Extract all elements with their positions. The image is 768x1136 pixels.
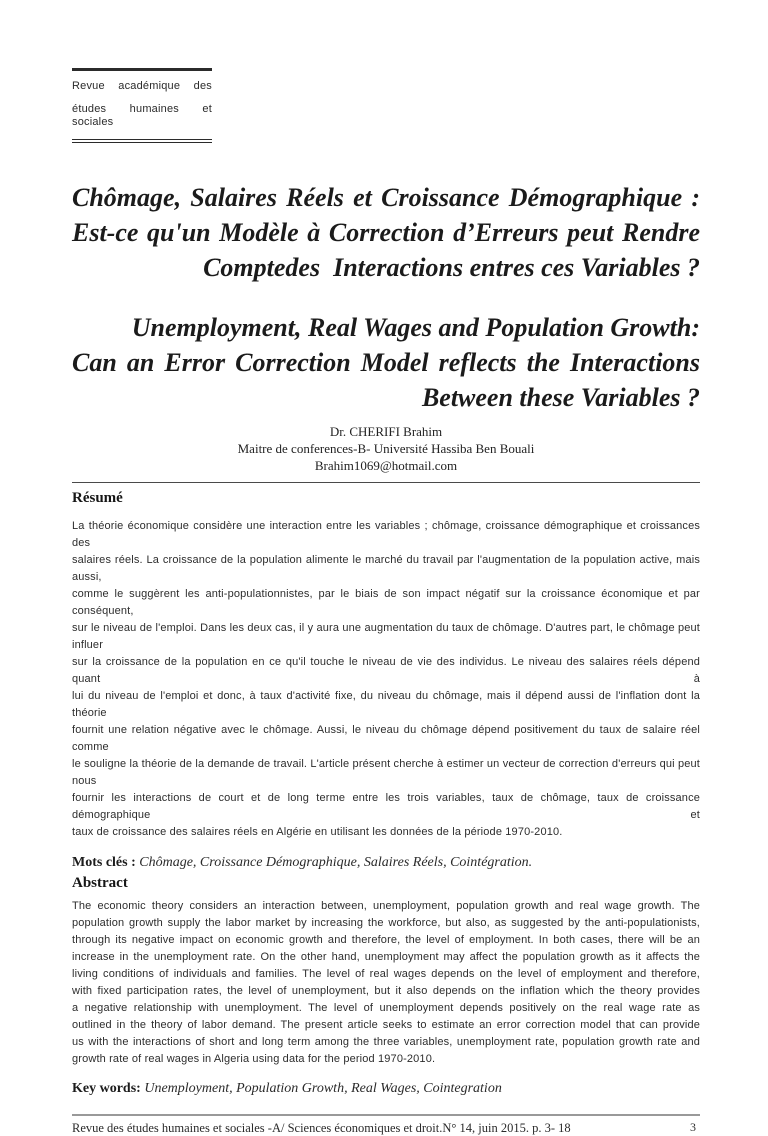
title-french-line-2: Est-ce qu'un Modèle à Correction d’Erreurs peut Rendre xyxy=(72,218,700,247)
paragraph-line: with fixed participation rates, the level of unemployment, but it also depends on the inflation which the theory provides xyxy=(72,985,700,997)
paragraph-line: population growth supply the labor market by increasing the workforce, but also, as suggested by the anti-populationists, xyxy=(72,917,700,929)
title-english xyxy=(72,310,700,415)
paragraph-line: living conditions of individuals and families. The level of real wages depends on the level of employment and therefore, xyxy=(72,968,700,980)
paragraph-line: growth rate of real wages in Algeria using data for the period 1970-2010. xyxy=(72,1053,436,1065)
key-words-label: Key words: xyxy=(72,1081,145,1096)
key-words-text: Unemployment, Population Growth, Real Wages, Cointegration xyxy=(144,1081,502,1096)
mots-cles-label: Mots clés : xyxy=(72,855,140,870)
key-words-line xyxy=(72,1080,700,1098)
page-number: 3 xyxy=(690,1120,696,1134)
journal-name-line-2: études humaines et sociales xyxy=(72,103,212,128)
paragraph-line: le souligne la théorie de la demande de travail. L'article présent cherche à estimer un vecteur de correction d'erreurs qui peut nous xyxy=(72,758,700,787)
paragraph-line: sur le niveau de l'emploi. Dans les deux cas, il y aura une augmentation du taux de chômage. D'autres part, le chômage peut influer xyxy=(72,622,700,651)
paragraph-line: taux de croissance des salaires réels en Algérie en utilisant les données de la période 1970-2010. xyxy=(72,826,563,838)
abstract-paragraph xyxy=(72,898,700,1068)
paragraph-line: La théorie économique considère une interaction entre les variables ; chômage, croissance démographique et croissances des xyxy=(72,520,700,549)
title-english-line-3: Between these Variables ? xyxy=(421,383,700,412)
paragraph-line: salaires réels. La croissance de la population alimente le marché du travail par l'augmentation de la population active, mais aussi, xyxy=(72,554,700,583)
paragraph-line: a negative relationship with unemployment. The level of unemployment depends positively on the real wage rate as xyxy=(72,1002,700,1014)
paragraph-line: us with the interactions of short and long term among the three variables, unemployment rate, population growth rate and xyxy=(72,1036,700,1048)
footer-citation: Revue des études humaines et sociales -A/ Sciences économiques et droit.N° 14, juin 2015. p. 3- 18 xyxy=(72,1121,571,1135)
paragraph-line: increase in the unemployment rate. On the other hand, unemployment may affect the population growth as it affects the xyxy=(72,951,700,963)
divider-rule xyxy=(72,482,700,483)
paragraph-line: The economic theory considers an interaction between, unemployment, population growth and real wage growth. The xyxy=(72,900,700,912)
journal-masthead xyxy=(72,68,212,143)
author-email: Brahim1069@hotmail.com xyxy=(314,458,458,473)
title-french xyxy=(72,180,700,285)
paragraph-line: lui du niveau de l'emploi et donc, à taux d'activité fixe, du niveau du chômage, mais il dépend aussi de l'inflation dont la théorie xyxy=(72,690,700,719)
paragraph-line: through its negative impact on economic growth and therefore, the level of employment. In both cases, there will be an xyxy=(72,934,700,946)
author-block xyxy=(72,423,700,474)
title-french-line-1: Chômage, Salaires Réels et Croissance Démographique : xyxy=(72,183,700,212)
paragraph-line: fournit une relation négative avec le chômage. Aussi, le niveau du chômage dépend positivement du taux de salaire réel comme xyxy=(72,724,700,753)
resume-paragraph xyxy=(72,518,700,841)
journal-name-line-1: Revue académique des xyxy=(72,80,212,92)
mots-cles-text: Chômage, Croissance Démographique, Salaires Réels, Cointégration. xyxy=(139,855,533,870)
author-name: Dr. CHERIFI Brahim xyxy=(329,424,443,439)
abstract-heading: Abstract xyxy=(72,875,128,891)
resume-heading: Résumé xyxy=(72,490,123,506)
title-english-line-2: Can an Error Correction Model reflects the Interactions xyxy=(72,348,700,377)
paragraph-line: sur la croissance de la population en ce qu'il touche le niveau de vie des individus. Le niveau des salaires réels dépend quant à xyxy=(72,656,700,685)
title-english-line-1: Unemployment, Real Wages and Population Growth: xyxy=(131,313,700,342)
mots-cles-line xyxy=(72,854,700,872)
paragraph-line: comme le suggèrent les anti-populationnistes, par le biais de son impact négatif sur la croissance économique et par conséquent, xyxy=(72,588,700,617)
title-french-line-3: Comptedes Interactions entres ces Variables ? xyxy=(203,253,700,282)
page-footer xyxy=(72,1114,700,1136)
paragraph-line: fournir les interactions de court et de long terme entre les trois variables, taux de chômage, taux de croissance démographique et xyxy=(72,792,700,821)
author-affiliation: Maitre de conferences-B- Université Hassiba Ben Bouali xyxy=(237,441,535,456)
paragraph-line: outlined in the theory of labor demand. The present article seeks to estimate an error correction model that can provide xyxy=(72,1019,700,1031)
